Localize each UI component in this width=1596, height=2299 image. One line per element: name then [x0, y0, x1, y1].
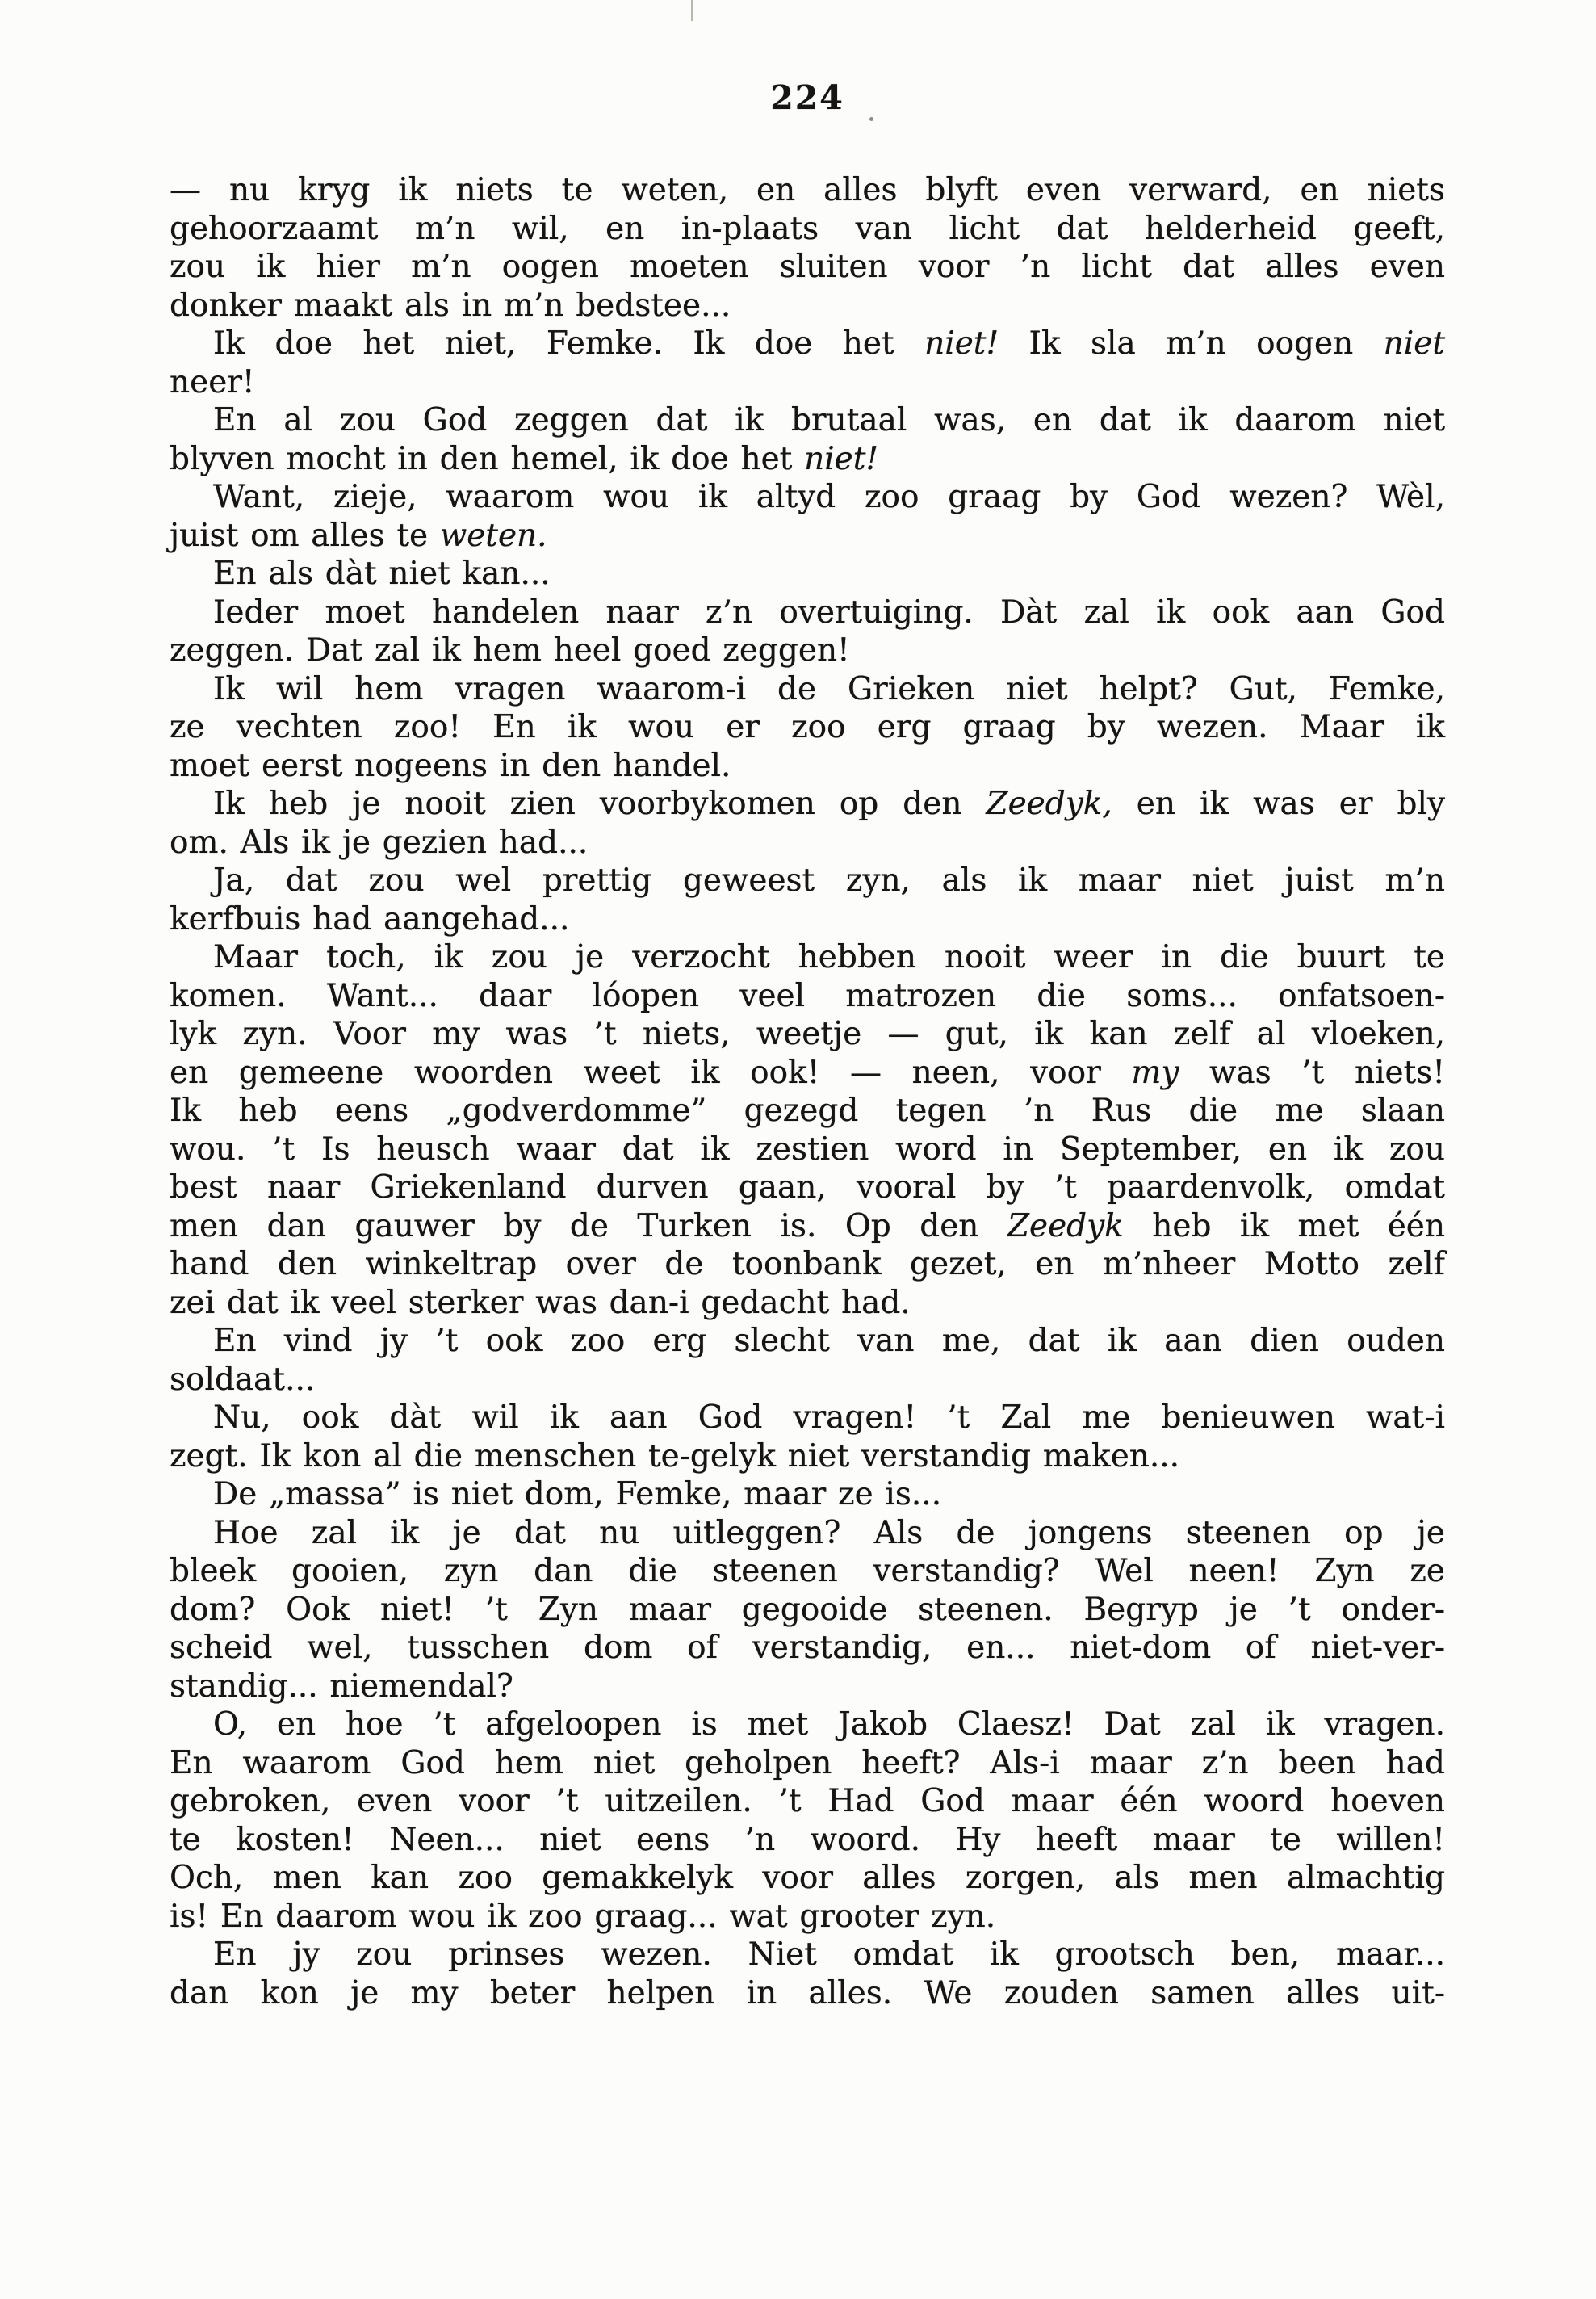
- text-line: [170, 1782, 1445, 1821]
- text-line: [170, 977, 1445, 1016]
- text-run: dom? Ook niet! ’t Zyn maar gegooide steenen. Begryp je ’t onder-: [170, 1591, 1445, 1628]
- text-run: gehoorzaamt m’n wil, en in-plaats van licht dat helderheid geeft,: [170, 210, 1445, 247]
- text-run: Ik heb je nooit zien voorbykomen op den: [213, 786, 987, 822]
- italic-text: niet: [1383, 325, 1445, 362]
- text-run: Ik sla m’n oogen: [999, 325, 1384, 362]
- text-line: [170, 1552, 1445, 1591]
- scan-speck: [691, 0, 693, 21]
- text-run: was ’t niets!: [1179, 1054, 1445, 1091]
- text-run: Ik doe het niet, Femke. Ik doe het: [213, 325, 925, 362]
- text-run: Hoe zal ik je dat nu uitleggen? Als de jongens steenen op je: [213, 1514, 1445, 1551]
- text-run: donker maakt als in m’n bedstee...: [170, 287, 731, 324]
- text-run: Ik wil hem vragen waarom-i de Grieken niet helpt? Gut, Femke,: [213, 670, 1445, 707]
- text-run: heb ik met één: [1123, 1207, 1445, 1244]
- text-run: te kosten! Neen... niet eens ’n woord. Hy heeft maar te willen!: [170, 1821, 1445, 1858]
- text-line: [170, 862, 1445, 900]
- text-run: wou. ’t Is heusch waar dat ik zestien word in September, en ik zou: [170, 1131, 1445, 1168]
- text-run: En als dàt niet kan...: [213, 556, 551, 592]
- text-run: Want, zieje, waarom wou ik altyd zoo graag by God wezen? Wèl,: [213, 479, 1445, 515]
- text-line: [170, 1668, 1445, 1706]
- paragraph: [170, 1705, 1445, 1936]
- paragraph: [170, 938, 1445, 1322]
- text-line: [170, 325, 1445, 363]
- paragraph: [170, 171, 1445, 325]
- text-line: [170, 900, 1445, 939]
- paragraph: [170, 1514, 1445, 1706]
- text-line: [170, 824, 1445, 862]
- text-run: De „massa” is niet dom, Femke, maar ze is...: [213, 1476, 942, 1512]
- paragraph: [170, 594, 1445, 670]
- text-line: [170, 1591, 1445, 1630]
- text-run: dan kon je my beter helpen in alles. We zouden samen alles uit-: [170, 1974, 1445, 2012]
- text-run: standig... niemendal?: [170, 1668, 513, 1705]
- italic-text: niet!: [804, 440, 879, 477]
- text-run: Och, men kan zoo gemakkelyk voor alles zorgen, als men almachtig: [170, 1860, 1445, 1896]
- text-run: is! En daarom wou ik zoo graag... wat grooter zyn.: [170, 1898, 996, 1935]
- text-line: [170, 1974, 1445, 2013]
- text-run: zeggen. Dat zal ik hem heel goed zeggen!: [170, 632, 850, 669]
- text-line: [170, 1437, 1445, 1476]
- text-line: [170, 594, 1445, 632]
- text-line: [170, 1245, 1445, 1284]
- text-line: [170, 1322, 1445, 1361]
- italic-text: niet!: [924, 325, 999, 362]
- text-run: en gemeene woorden weet ik ook! — neen, voor: [170, 1054, 1132, 1091]
- text-line: [170, 1859, 1445, 1898]
- text-line: [170, 1015, 1445, 1054]
- text-line: [170, 363, 1445, 402]
- paragraph: [170, 862, 1445, 938]
- text-line: [170, 1514, 1445, 1553]
- text-line: [170, 555, 1445, 594]
- paragraph: [170, 1936, 1445, 2012]
- text-line: [170, 287, 1445, 325]
- paragraph: [170, 325, 1445, 401]
- text-line: [170, 1898, 1445, 1936]
- text-run: komen. Want... daar lóopen veel matrozen die soms... onfatsoen-: [170, 977, 1445, 1014]
- text-line: [170, 1629, 1445, 1668]
- text-run: En jy zou prinses wezen. Niet omdat ik grootsch ben, maar...: [213, 1936, 1445, 1973]
- text-line: [170, 1821, 1445, 1860]
- text-run: bleek gooien, zyn dan die steenen verstandig? Wel neen! Zyn ze: [170, 1553, 1445, 1589]
- text-line: [170, 1705, 1445, 1744]
- text-run: Ja, dat zou wel prettig geweest zyn, als ik maar niet juist m’n: [213, 862, 1445, 899]
- text-line: [170, 1744, 1445, 1783]
- text-run: Maar toch, ik zou je verzocht hebben nooit weer in die buurt te: [213, 939, 1445, 975]
- text-line: [170, 248, 1445, 287]
- text-run: juist om alles te: [170, 517, 440, 554]
- text-run: kerfbuis had aangehad...: [170, 900, 570, 938]
- text-line: [170, 1092, 1445, 1131]
- text-run: zei dat ik veel sterker was dan-i gedacht had.: [170, 1284, 911, 1321]
- text-line: [170, 210, 1445, 249]
- text-run: men dan gauwer by de Turken is. Op den: [170, 1207, 1007, 1244]
- text-run: Ieder moet handelen naar z’n overtuiging. Dàt zal ik ook aan God: [213, 594, 1445, 631]
- italic-text: Zeedyk: [1007, 1207, 1124, 1244]
- text-line: [170, 785, 1445, 824]
- text-line: [170, 478, 1445, 517]
- text-run: soldaat...: [170, 1361, 316, 1398]
- text-line: [170, 517, 1445, 556]
- text-line: [170, 1284, 1445, 1323]
- text-block: [170, 171, 1445, 2012]
- text-run: Nu, ook dàt wil ik aan God vragen! ’t Zal me benieuwen wat-i: [213, 1399, 1445, 1436]
- text-run: hand den winkeltrap over de toonbank gezet, en m’nheer Motto zelf: [170, 1246, 1445, 1282]
- text-line: [170, 1361, 1445, 1399]
- text-line: [170, 1168, 1445, 1207]
- paragraph: [170, 478, 1445, 555]
- text-run: En waarom God hem niet geholpen heeft? Als-i maar z’n been had: [170, 1744, 1445, 1781]
- text-line: [170, 1207, 1445, 1246]
- paragraph: [170, 1322, 1445, 1399]
- text-run: zou ik hier m’n oogen moeten sluiten voor ’n licht dat alles even: [170, 249, 1445, 285]
- text-line: [170, 171, 1445, 210]
- text-run: scheid wel, tusschen dom of verstandig, en... niet-dom of niet-ver-: [170, 1630, 1445, 1666]
- italic-text: weten.: [439, 517, 547, 554]
- text-run: best naar Griekenland durven gaan, vooral by ’t paardenvolk, omdat: [170, 1169, 1445, 1206]
- text-run: Ik heb eens „godverdomme” gezegd tegen ’n Rus die me slaan: [170, 1093, 1445, 1129]
- text-run: En al zou God zeggen dat ik brutaal was, en dat ik daarom niet: [213, 402, 1445, 438]
- paragraph: [170, 1475, 1445, 1514]
- italic-text: Zeedyk,: [986, 786, 1112, 822]
- page-number: 224: [770, 78, 844, 117]
- text-run: O, en hoe ’t afgeloopen is met Jakob Claesz! Dat zal ik vragen.: [213, 1706, 1445, 1743]
- text-run: lyk zyn. Voor my was ’t niets, weetje — gut, ik kan zelf al vloeken,: [170, 1016, 1445, 1052]
- text-line: [170, 1475, 1445, 1514]
- text-line: [170, 670, 1445, 709]
- text-line: [170, 747, 1445, 786]
- text-run: moet eerst nogeens in den handel.: [170, 747, 731, 784]
- paragraph: [170, 555, 1445, 594]
- text-run: blyven mocht in den hemel, ik doe het: [170, 440, 805, 477]
- text-line: [170, 1936, 1445, 1974]
- text-line: [170, 938, 1445, 977]
- scan-speck: [869, 117, 873, 121]
- text-line: [170, 1054, 1445, 1093]
- text-line: [170, 1131, 1445, 1169]
- text-run: En vind jy ’t ook zoo erg slecht van me, dat ik aan dien ouden: [213, 1323, 1445, 1359]
- text-run: zegt. Ik kon al die menschen te-gelyk niet verstandig maken...: [170, 1437, 1180, 1475]
- paragraph: [170, 1399, 1445, 1475]
- paragraph: [170, 785, 1445, 862]
- text-line: [170, 708, 1445, 747]
- text-line: [170, 631, 1445, 670]
- text-run: ze vechten zoo! En ik wou er zoo erg graag by wezen. Maar ik: [170, 709, 1445, 745]
- italic-text: my: [1131, 1054, 1179, 1091]
- text-run: om. Als ik je gezien had...: [170, 824, 589, 861]
- paragraph: [170, 401, 1445, 478]
- text-line: [170, 440, 1445, 479]
- text-line: [170, 401, 1445, 440]
- text-run: gebroken, even voor ’t uitzeilen. ’t Had God maar één woord hoeven: [170, 1783, 1445, 1819]
- text-run: neer!: [170, 363, 255, 401]
- text-line: [170, 1399, 1445, 1437]
- paragraph: [170, 670, 1445, 786]
- text-run: — nu kryg ik niets te weten, en alles blyft even verward, en niets: [170, 172, 1445, 208]
- text-run: en ik was er bly: [1112, 786, 1445, 822]
